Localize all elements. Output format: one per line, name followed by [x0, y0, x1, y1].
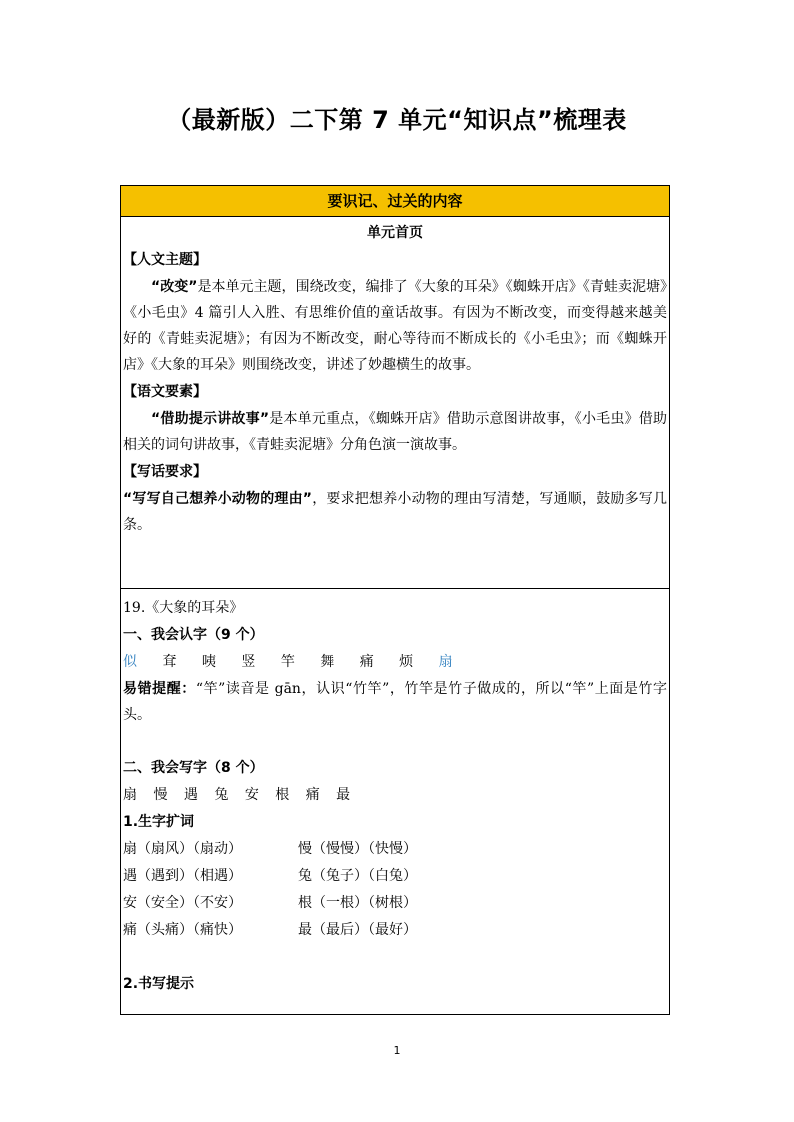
expand-row: [123, 863, 667, 890]
lesson-title: 19.《大象的耳朵》: [123, 600, 244, 616]
recognize-chars: [123, 649, 667, 676]
write-char: 痛: [305, 787, 320, 803]
write-char: 扇: [123, 787, 137, 803]
unit-subhead: 单元首页: [367, 225, 423, 241]
recognize-char: 舞: [320, 654, 335, 670]
recognize-char: 耷: [162, 654, 177, 670]
expand-cell: 痛（头痛）（痛快）: [123, 922, 242, 938]
expand-cell: 遇（遇到）（相遇）: [123, 868, 242, 884]
recognize-char: 扇: [438, 654, 453, 670]
expand-cell: 根（一根）（树根）: [298, 895, 417, 911]
table-header: 要识记、过关的内容: [121, 186, 669, 217]
recognize-char: 咦: [201, 654, 216, 670]
unit-overview-section: [121, 217, 669, 589]
recognize-char: 似: [123, 654, 137, 670]
theme-text: 是本单元主题，围绕改变，编排了《大象的耳朵》《蜘蛛开店》《青蛙卖泥塘》《小毛虫》4 篇引人入胜、有思维价值的童话故事。有因为不断改变，而变得越来越美好的《青蛙卖泥塘》；有因为不断改变，耐心等待而不断成长的《小毛虫》；而《蜘蛛开店》《大象的耳朵》则围绕改变，讲述了妙趣横生的故事。: [123, 279, 667, 373]
tip-text: “竿”读音是 gān，认识“竹竿”，竹竿是竹子做成的，所以“竿”上面是竹字头。: [123, 681, 668, 723]
speaking-label: 【写话要求】: [123, 464, 207, 480]
write-chars: [123, 782, 667, 809]
expand-cell: 慢（慢慢）（快慢）: [298, 841, 417, 857]
writing-tips-title: 2.书写提示: [123, 976, 195, 992]
recognize-char: 烦: [399, 654, 414, 670]
lesson-section: [121, 589, 669, 1014]
page-title: （最新版）二下第 7 单元“知识点”梳理表: [167, 106, 627, 134]
speaking-paragraph: [123, 486, 667, 538]
language-text: 是本单元重点，《蜘蛛开店》借助示意图讲故事，《小毛虫》借助相关的词句讲故事，《青蛙卖泥塘》分角色演一演故事。: [123, 411, 667, 453]
theme-label: 【人文主题】: [123, 252, 207, 268]
speaking-text: ，要求把想养小动物的理由写清楚，写通顺，鼓励多写几条。: [123, 491, 667, 533]
write-char: 最: [336, 787, 351, 803]
language-paragraph: [123, 406, 667, 458]
write-char: 遇: [183, 787, 198, 803]
expand-row: [123, 917, 667, 944]
theme-keyword: “改变”: [151, 279, 198, 295]
recognize-char: 竖: [241, 654, 256, 670]
recognize-char: 竿: [280, 654, 295, 670]
expand-cell: 最（最后）（最好）: [298, 922, 417, 938]
expand-cell: 安（安全）（不安）: [123, 895, 242, 911]
expand-title: 1.生字扩词: [123, 814, 195, 830]
theme-paragraph: [123, 274, 667, 378]
write-char: 兔: [214, 787, 229, 803]
expand-cell: 扇（扇风）（扇动）: [123, 841, 242, 857]
knowledge-table: [120, 185, 670, 1015]
language-keyword: “借助提示讲故事”: [151, 411, 270, 427]
write-char: 慢: [153, 787, 168, 803]
expand-cell: 兔（兔子）（白兔）: [298, 868, 417, 884]
speaking-keyword: “写写自己想养小动物的理由”: [123, 491, 312, 507]
language-label: 【语文要素】: [123, 384, 207, 400]
recognize-title: 一、我会认字（9 个）: [123, 627, 264, 643]
write-title: 二、我会写字（8 个）: [123, 760, 264, 776]
page-number: 1: [393, 1044, 401, 1057]
write-char: 根: [275, 787, 290, 803]
recognize-char: 痛: [359, 654, 374, 670]
expand-row: [123, 836, 667, 863]
tip-paragraph: [123, 676, 667, 728]
write-char: 安: [244, 787, 259, 803]
tip-label: 易错提醒：: [123, 681, 196, 697]
expand-row: [123, 890, 667, 917]
